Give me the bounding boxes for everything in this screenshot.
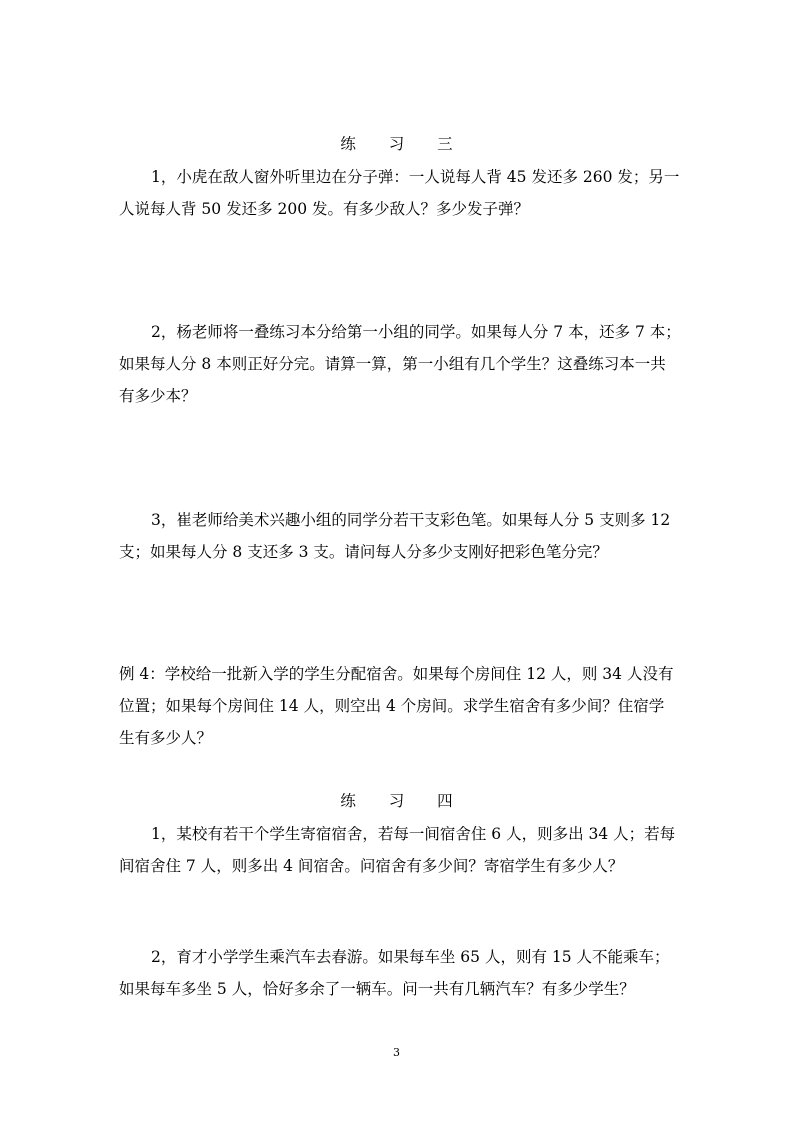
section4-heading: 练 习 四 [340, 792, 467, 810]
problem-line: 1，小虎在敌人窗外听里边在分子弹：一人说每人背 45 发还多 260 发；另一 [151, 168, 680, 186]
problem-line: 间宿舍住 7 人，则多出 4 间宿舍。问宿舍有多少间？寄宿学生有多少人？ [119, 857, 624, 875]
problem-line: 如果每车多坐 5 人，恰好多余了一辆车。问一共有几辆汽车？有多少学生？ [119, 980, 635, 998]
problem-line: 如果每人分 8 本则正好分完。请算一算，第一小组有几个学生？这叠练习本一共 [119, 355, 666, 373]
problem-line: 3，崔老师给美术兴趣小组的同学分若干支彩色笔。如果每人分 5 支则多 12 [151, 511, 671, 529]
page-number: 3 [393, 1046, 400, 1059]
problem-line: 有多少本？ [119, 387, 197, 405]
problem-line: 人说每人背 50 发还多 200 发。有多少敌人？多少发子弹？ [119, 200, 530, 218]
example-line: 位置；如果每个房间住 14 人，则空出 4 个房间。求学生宿舍有多少间？住宿学 [119, 697, 665, 715]
problem-line: 2，杨老师将一叠练习本分给第一小组的同学。如果每人分 7 本，还多 7 本； [151, 323, 681, 341]
section3-heading: 练 习 三 [340, 135, 467, 153]
example-line: 生有多少人？ [119, 729, 213, 747]
problem-line: 2，育才小学学生乘汽车去春游。如果每车坐 65 人，则有 15 人不能乘车； [151, 948, 670, 966]
problem-line: 1，某校有若干个学生寄宿宿舍，若每一间宿舍住 6 人，则多出 34 人；若每 [151, 825, 676, 843]
problem-line: 支；如果每人分 8 支还多 3 支。请问每人分多少支刚好把彩色笔分完？ [119, 543, 608, 561]
example-line: 例 4：学校给一批新入学的学生分配宿舍。如果每个房间住 12 人，则 34 人没有 [119, 665, 674, 683]
